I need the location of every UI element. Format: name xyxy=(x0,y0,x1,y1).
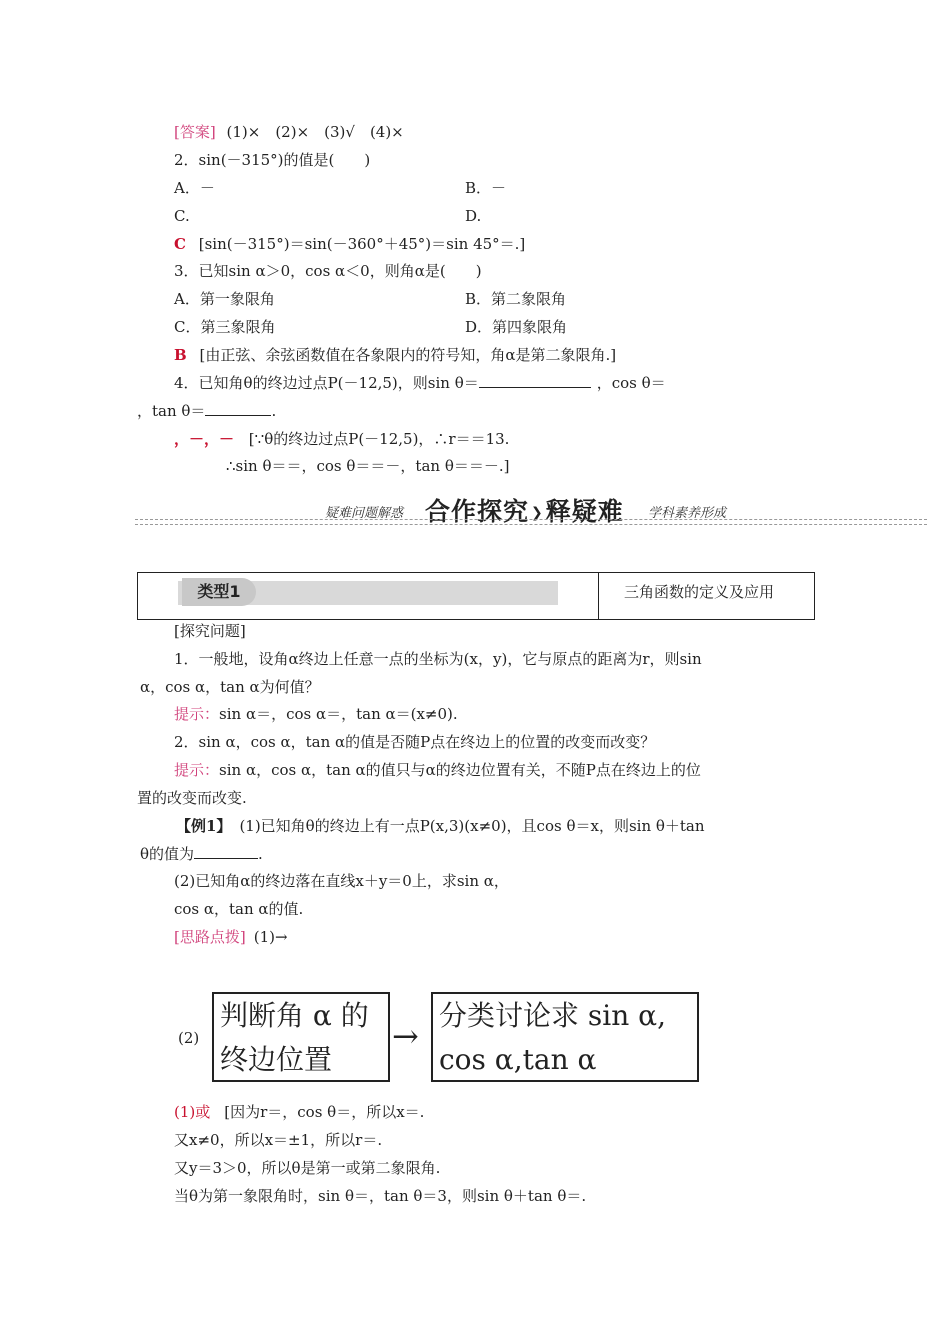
explore-p1a: 1．一般地，设角α终边上任意一点的坐标为(x，y)，它与原点的距离为r，则sin xyxy=(174,650,702,668)
example-hint-label: [思路点拨] xyxy=(174,928,246,946)
example-q2b: cos α，tan α的值. xyxy=(174,900,304,918)
q3-option-b: B．第二象限角 xyxy=(465,290,567,308)
flow-box2-line1: 分类讨论求 sin α, xyxy=(439,999,666,1032)
q4-answer xyxy=(174,428,509,450)
flow-box-2 xyxy=(431,992,699,1082)
type-box-divider xyxy=(598,573,599,619)
hint2-text-a: sin α，cos α，tan α的值只与α的终边位置有关，不随P点在终边上的位 xyxy=(219,761,701,779)
q4-blank-tan xyxy=(205,401,271,416)
q3-option-d: D．第四象限角 xyxy=(465,318,568,336)
type-title: 三角函数的定义及应用 xyxy=(624,583,775,601)
banner-divider-2 xyxy=(135,524,927,525)
flow-box-1 xyxy=(212,992,390,1082)
example-q1b xyxy=(140,843,263,865)
hint1-text: sin α＝，cos α＝，tan α＝(x≠0). xyxy=(219,705,458,723)
q2-option-c: C. xyxy=(174,207,190,225)
q4-answer-line2: ∴sin θ＝＝，cos θ＝＝－，tan θ＝＝－.] xyxy=(226,457,510,475)
q2-option-b: B．－ xyxy=(465,179,507,197)
solution-line3: 又y＝3＞0，所以θ是第一或第二象限角. xyxy=(174,1159,441,1177)
type-tag: 类型1 xyxy=(182,578,256,606)
flow-box1-line2: 终边位置 xyxy=(220,1043,333,1076)
q3-answer-text: [由正弦、余弦函数值在各象限内的符号知，角α是第二象限角.] xyxy=(199,346,617,364)
example-q1a xyxy=(176,815,705,837)
q3-option-c: C．第三象限角 xyxy=(174,318,276,336)
flow-num: (2) xyxy=(178,1029,200,1047)
banner-divider xyxy=(135,519,927,520)
flow-arrow-icon: → xyxy=(392,1017,419,1055)
example-q1c: . xyxy=(258,845,263,863)
type-box xyxy=(137,572,815,620)
q4-stem-d: . xyxy=(271,402,277,420)
solution-answer: (1)或 xyxy=(174,1103,211,1121)
banner-right: 学科素养形成 xyxy=(648,506,727,521)
q2-stem: 2．sin(－315°)的值是( ) xyxy=(174,151,371,169)
banner-left: 疑难问题解惑 xyxy=(325,506,404,521)
solution-line1 xyxy=(174,1101,424,1123)
solution-line4: 当θ为第一象限角时，sin θ＝，tan θ＝3，则sin θ＋tan θ＝. xyxy=(174,1187,587,1205)
q3-answer xyxy=(174,344,616,366)
hint2-label: 提示： xyxy=(174,761,220,779)
example-hint-text: (1)→ xyxy=(253,928,288,946)
q1-answer xyxy=(174,121,404,143)
q4-stem-a: 4．已知角θ的终边过点P(－12,5)，则sin θ＝ xyxy=(174,374,479,392)
q2-answer xyxy=(174,233,525,255)
q4-stem-b: ，cos θ＝ xyxy=(596,374,666,392)
q4-answer-red: ，－，－ xyxy=(174,430,235,448)
example-q2a: (2)已知角α的终边落在直线x＋y＝0上，求sin α， xyxy=(174,872,509,890)
q3-option-a: A．第一象限角 xyxy=(174,290,275,308)
q3-stem: 3．已知sin α＞0，cos α＜0，则角α是( ) xyxy=(174,262,482,280)
flow-box1-line1: 判断角 α 的 xyxy=(220,999,369,1032)
q4-stem-c: ，tan θ＝ xyxy=(137,402,206,420)
flow-box2-line2: cos α,tan α xyxy=(439,1043,597,1076)
explore-heading: [探究问题] xyxy=(174,622,246,640)
banner-title-a: 合作探究 xyxy=(425,497,530,526)
answer-label: [答案] xyxy=(174,123,216,141)
q2-option-d: D. xyxy=(465,207,482,225)
solution-s1: [因为r＝，cos θ＝，所以x＝. xyxy=(224,1103,425,1121)
q4-stem-line1 xyxy=(174,372,666,394)
q4-blank-sin xyxy=(479,373,591,388)
solution-line2: 又x≠0，所以x＝±1，所以r＝. xyxy=(174,1131,383,1149)
explore-hint2-b: 置的改变而改变. xyxy=(137,789,247,807)
example-hint xyxy=(174,926,288,948)
q2-option-a: A．－ xyxy=(174,179,215,197)
q3-answer-letter: B xyxy=(174,346,187,364)
example-q1a-text: (1)已知角θ的终边上有一点P(x,3)(x≠0)，且cos θ＝x，则sin θ＋tan xyxy=(239,817,705,835)
example-blank xyxy=(194,844,258,859)
example-label: 【例1】 xyxy=(176,817,232,835)
banner-arrow-icon: ❯ xyxy=(531,505,544,521)
explore-hint2 xyxy=(174,759,701,781)
banner-title xyxy=(425,492,624,528)
explore-p1b: α，cos α，tan α为何值？ xyxy=(140,678,320,696)
q4-stem-line2 xyxy=(137,400,276,422)
example-q1b-text: θ的值为 xyxy=(140,845,195,863)
q4-answer-text: [∵θ的终边过点P(－12,5)，∴r＝＝13. xyxy=(248,430,510,448)
banner-title-b: 释疑难 xyxy=(545,497,624,526)
q2-answer-text: [sin(－315°)＝sin(－360°＋45°)＝sin 45°＝.] xyxy=(198,235,526,253)
answer-text: (1)× (2)× (3)√ (4)× xyxy=(226,123,404,141)
hint1-label: 提示： xyxy=(174,705,220,723)
explore-p2: 2．sin α，cos α，tan α的值是否随P点在终边上的位置的改变而改变？ xyxy=(174,733,656,751)
explore-hint1 xyxy=(174,703,458,725)
q2-answer-letter: C xyxy=(174,235,186,253)
